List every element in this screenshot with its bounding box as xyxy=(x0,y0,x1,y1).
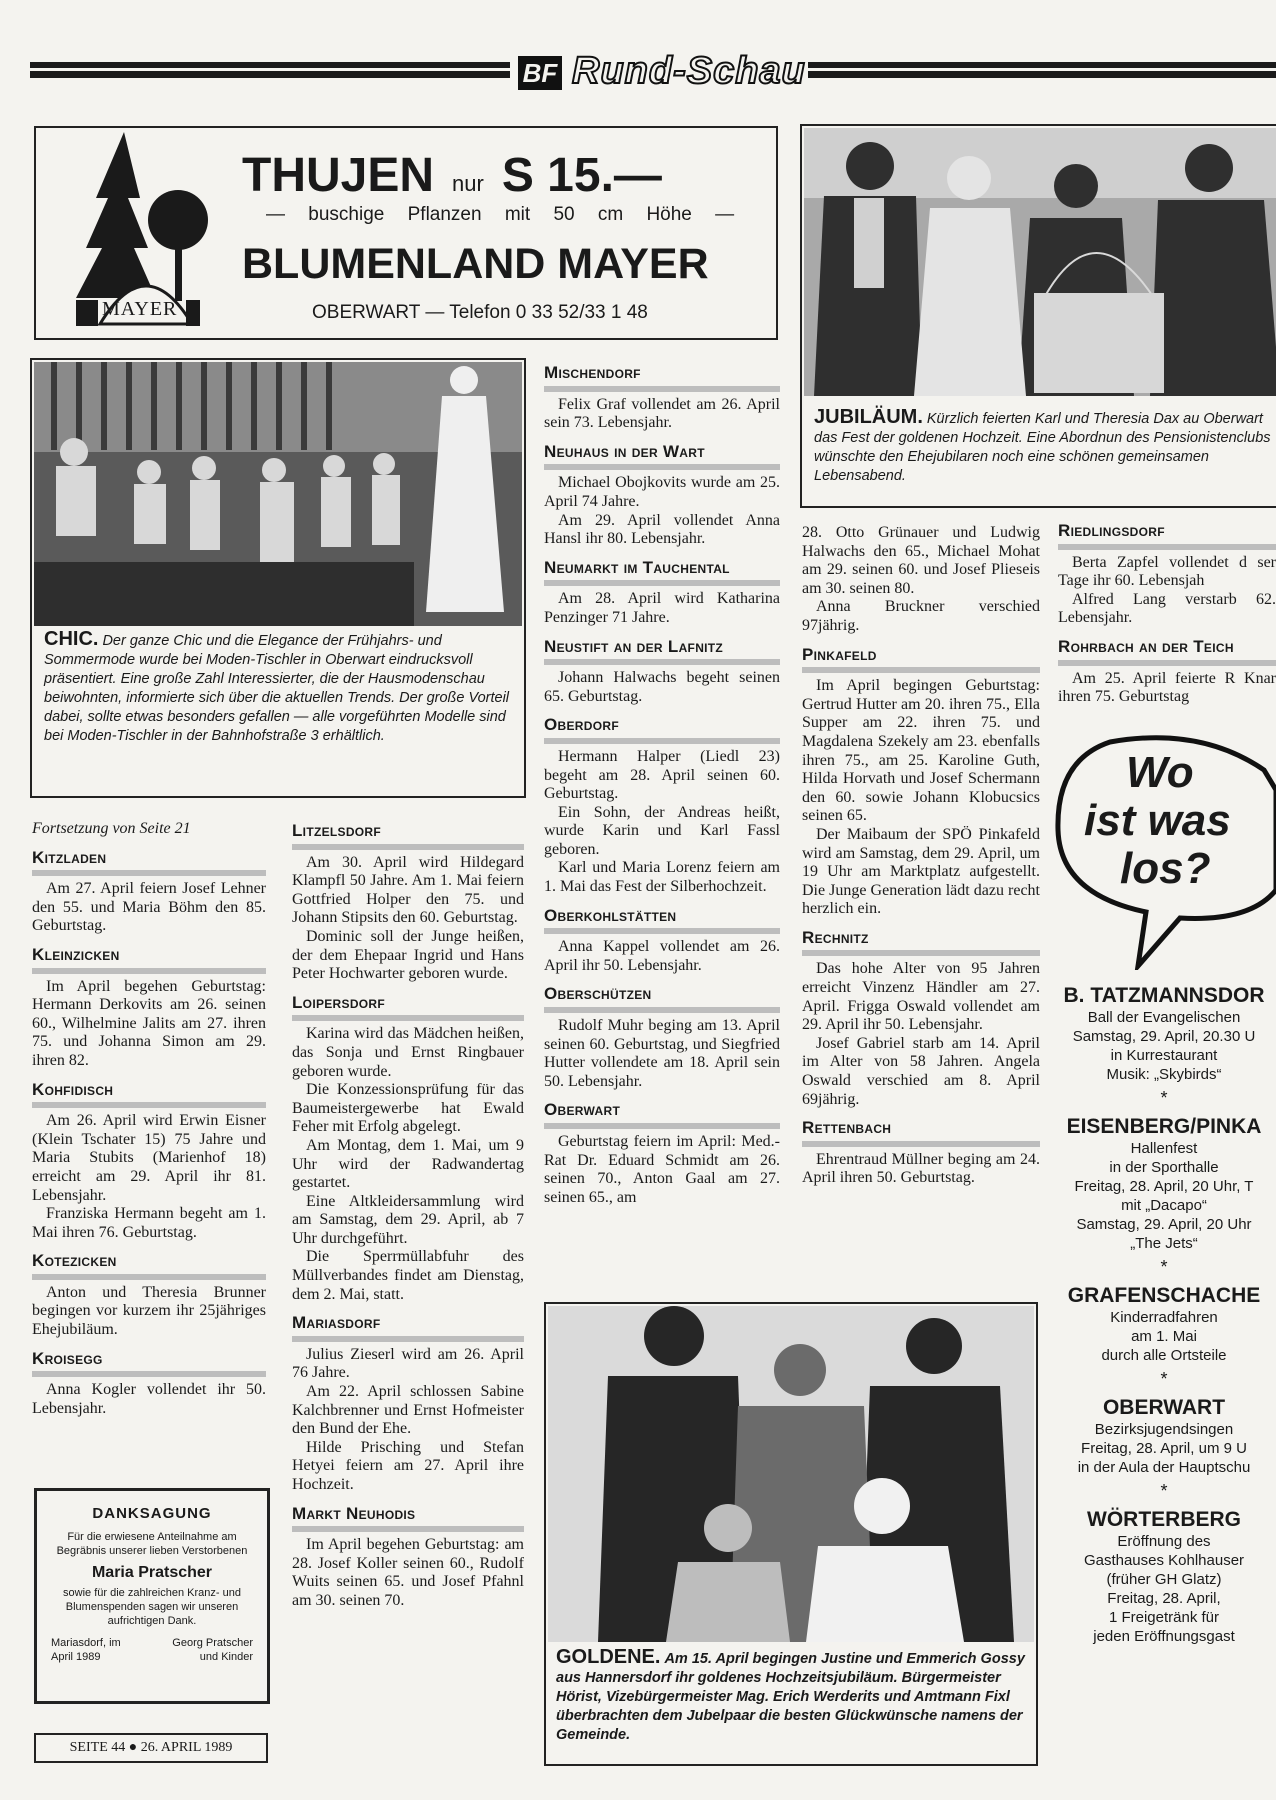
danksagung-name: Maria Pratscher xyxy=(91,1564,213,1581)
section-title: Oberkohlstätten xyxy=(544,907,780,935)
section-paragraph: Am 29. April vollendet Anna Hansl ihr 80. Lebensjahr. xyxy=(544,511,780,548)
event-line: Hallenfest xyxy=(1130,1140,1198,1157)
section-paragraph: Im April begehen Geburtstag: am 28. Josef Koller seinen 60., Rudolf Wuits seinen 65. und Josef Pfahnl am 30. seinen 70. xyxy=(292,1536,524,1609)
danksagung-box xyxy=(34,1488,270,1704)
ad-address: OBERWART — Telefon 0 33 52/33 1 48 xyxy=(312,302,648,323)
section-title: Mischendorf xyxy=(544,364,780,392)
event-line: (früher GH Glatz) xyxy=(1106,1571,1222,1588)
bubble-line-2: ist was xyxy=(1084,796,1231,845)
ad-price: S 15.— xyxy=(501,149,662,202)
event-line: Musik: „Skybirds“ xyxy=(1106,1066,1222,1083)
section-paragraph: Eine Altkleidersammlung wird am Samstag, dem 29. April, ab 7 Uhr durchgeführt. xyxy=(292,1192,524,1247)
section-paragraph: Hermann Halper (Liedl 23) begeht am 28. April seinen 60. Geburtstag. xyxy=(544,747,780,803)
section-paragraph: Am 22. April schlossen Sabine Kalchbrenner und Ernst Hofmeister den Bund der Ehe. xyxy=(292,1383,524,1438)
section-title: Kleinzicken xyxy=(32,946,266,974)
section-title: Loipersdorf xyxy=(292,994,524,1022)
event-separator-star: * xyxy=(1160,1369,1168,1389)
section-title: Riedlingsdorf xyxy=(1058,522,1276,550)
event-line: 1 Freigetränk für xyxy=(1108,1609,1220,1626)
section-title: Kitzladen xyxy=(32,849,266,877)
section-paragraph: Karl und Maria Lorenz feiern am 1. Mai das Fest der Silberhochzeit. xyxy=(544,859,780,896)
section-title: Pinkafeld xyxy=(802,646,1040,674)
section-paragraph: Rudolf Muhr beging am 13. April seinen 60. Geburtstag, und Siegfried Hutter vollendete am 18. April sein 50. Lebensjahr. xyxy=(544,1017,780,1090)
ad-thujen xyxy=(34,126,778,340)
goldene-caption-text: Am 15. April begingen Justine und Emmerich Gossy aus Hannersdorf ihr goldenes Hochzeitsjubiläum. Bürgermeister Hörist, Vizebürgermeister Mag. Erich Werderits und Amtmann Fixl überbrachten dem Jubelpaar die besten Glückwünsche namens der Gemeinde. xyxy=(556,1651,1025,1743)
section-title: Oberdorf xyxy=(544,716,780,744)
column-3 xyxy=(544,354,780,1207)
ad-company: BLUMENLAND MAYER xyxy=(242,240,709,288)
chic-photo-box xyxy=(30,358,526,798)
chic-caption xyxy=(44,630,514,746)
continued-note: Fortsetzung von Seite 21 xyxy=(32,820,191,837)
danksagung-signature xyxy=(37,1628,267,1664)
chic-photo xyxy=(34,362,522,626)
jubilaeum-caption xyxy=(814,408,1276,486)
chic-caption-text: Der ganze Chic und die Elegance der Frühjahrs- und Sommermode wurde bei Moden-Tischler in Oberwart eindrucksvoll präsentiert. Eine große Zahl Interessierter, die der Hausmodenschau beiwohnten, informierte sich über die aktuellen Trends. Der große Vorteil dabei, sollte etwas besonders gefallen — alle vorgeführten Modelle sind bei Moden-Tischler in der Bahnhofstraße 3 erhältlich. xyxy=(44,633,510,744)
ad-headline xyxy=(242,148,662,203)
masthead-logo-title: Rund-Schau xyxy=(572,50,806,92)
masthead-rule-right xyxy=(808,62,1276,78)
danksagung-signer: Georg Pratscher und Kinder xyxy=(172,1637,253,1663)
events-column xyxy=(1052,978,1276,1646)
danksagung-title: DANKSAGUNG xyxy=(92,1505,212,1522)
section-paragraph: Alfred Lang verstarb 62. Lebensjahr. xyxy=(1058,590,1276,627)
event-line: Freitag, 28. April, 20 Uhr, T xyxy=(1074,1178,1254,1195)
event-line: durch alle Ortsteile xyxy=(1101,1347,1227,1364)
event-line: am 1. Mai xyxy=(1131,1328,1197,1345)
col4-lead: 28. Otto Grünauer und Ludwig Halwachs den 65., Michael Mohat am 29. seinen 60. und Josef Plieseis am 30. seinen 80. xyxy=(802,524,1040,597)
column-2 xyxy=(292,812,524,1611)
event-separator-star: * xyxy=(1160,1257,1168,1277)
section-title: Rechnitz xyxy=(802,929,1040,957)
event-title: WÖRTERBERG xyxy=(1087,1508,1241,1531)
event-title: B. TATZMANNSDOR xyxy=(1063,984,1265,1007)
section-title: Kohfidisch xyxy=(32,1081,266,1109)
event-title: EISENBERG/PINKA xyxy=(1066,1115,1262,1138)
wo-ist-was-los-bubble xyxy=(1050,730,1276,970)
event-line: Freitag, 28. April, xyxy=(1107,1590,1221,1607)
section-paragraph: Berta Zapfel vollendet d ser Tage ihr 60. Lebensjah xyxy=(1058,553,1276,590)
bubble-line-3: los? xyxy=(1120,844,1211,893)
event-line: Eröffnung des xyxy=(1117,1533,1211,1550)
section-title: Kotezicken xyxy=(32,1252,266,1280)
danksagung-intro: Für die erwiesene Anteilnahme am Begräbnis unserer lieben Verstorbenen xyxy=(56,1531,248,1557)
section-paragraph: Felix Graf vollendet am 26. April sein 73. Lebensjahr. xyxy=(544,395,780,432)
section-title: Litzelsdorf xyxy=(292,822,524,850)
jubilaeum-photo xyxy=(804,128,1276,396)
column-1 xyxy=(32,820,266,1418)
section-paragraph: Im April begehen Geburtstag: Hermann Derkovits am 26. seinen 60., Wilhelmine Jalits am 27. ihren 75. und Johanna Simon am 29. ihren 82. xyxy=(32,977,266,1069)
jubilaeum-photo-box xyxy=(800,124,1276,508)
danksagung-place: Mariasdorf, im April 1989 xyxy=(51,1637,121,1663)
chic-caption-lead: CHIC. xyxy=(44,628,99,650)
column-5 xyxy=(1058,512,1276,707)
event-line: in Kurrestaurant xyxy=(1110,1047,1218,1064)
section-title: Kroisegg xyxy=(32,1350,266,1378)
section-title: Neuhaus in der Wart xyxy=(544,443,780,471)
event-line: mit „Dacapo“ xyxy=(1121,1197,1207,1214)
section-paragraph: Am Montag, dem 1. Mai, um 9 Uhr wird der Radwandertag gestartet. xyxy=(292,1136,524,1192)
section-paragraph: Hilde Prisching und Stefan Hetyei feiern am 27. April ihre Hochzeit. xyxy=(292,1438,524,1493)
section-paragraph: Geburtstag feiern im April: Med.-Rat Dr. Eduard Schmidt am 26. seinen 70., Anton Gaal am 27. seinen 65., am xyxy=(544,1133,780,1206)
event-line: Freitag, 28. April, um 9 U xyxy=(1081,1440,1247,1457)
section-paragraph: Franziska Hermann begeht am 1. Mai ihren 76. Geburtstag. xyxy=(32,1205,266,1241)
page-footer: SEITE 44 ● 26. APRIL 1989 xyxy=(34,1733,268,1763)
section-title: Neumarkt im Tauchental xyxy=(544,559,780,587)
section-paragraph: Am 25. April feierte R Knar ihren 75. Geburtstag xyxy=(1058,669,1276,706)
section-paragraph: Dominic soll der Junge heißen, der dem Ehepaar Ingrid und Hans Peter Hochwarter geboren wurde. xyxy=(292,927,524,983)
event-separator-star: * xyxy=(1160,1088,1168,1108)
section-title: Oberwart xyxy=(544,1101,780,1129)
jubilaeum-caption-lead: JUBILÄUM. xyxy=(814,406,923,428)
ad-logo-text: MAYER xyxy=(102,298,178,320)
section-paragraph: Am 28. April wird Katharina Penzinger 71 Jahre. xyxy=(544,590,780,626)
event-line: Kinderradfahren xyxy=(1110,1309,1218,1326)
jubilaeum-caption-text: Kürzlich feierten Karl und Theresia Dax au Oberwart das Fest der goldenen Hochzeit. Eine Abordnun des Pensionistenclubs wünschte den Ehejubilaren noch eine schönen gemeinsamen Lebensabend. xyxy=(814,411,1271,484)
section-paragraph: Ein Sohn, der Andreas heißt, wurde Karin und Karl Fassl geboren. xyxy=(544,803,780,858)
section-paragraph: Der Maibaum der SPÖ Pinkafeld wird am Samstag, dem 29. April, um 19 Uhr am Marktplatz aufgestellt. Die Junge Generation lädt dazu recht herzlich ein. xyxy=(802,825,1040,918)
section-paragraph: Anton und Theresia Brunner begingen vor kurzem ihr 25jähriges Ehejubiläum. xyxy=(32,1283,266,1339)
event-line: Samstag, 29. April, 20 Uhr xyxy=(1076,1216,1252,1233)
goldene-caption-lead: GOLDENE. xyxy=(556,1646,661,1668)
section-title: Rettenbach xyxy=(802,1119,1040,1147)
ad-word-thujen: THUJEN xyxy=(242,149,435,202)
section-paragraph: Das hohe Alter von 95 Jahren erreicht Vinzenz Händler am 27. April. Frigga Oswald vollendet am 29. April ihr 50. Lebensjahr. xyxy=(802,960,1040,1034)
section-title: Mariasdorf xyxy=(292,1314,524,1342)
section-paragraph: Ehrentraud Müllner beging am 24. April ihren 50. Geburtstag. xyxy=(802,1150,1040,1187)
event-line: in der Aula der Hauptschu xyxy=(1077,1459,1251,1476)
event-title: OBERWART xyxy=(1102,1396,1226,1419)
section-title: Neustift an der Lafnitz xyxy=(544,638,780,666)
section-paragraph: Anna Kogler vollendet ihr 50. Lebensjahr. xyxy=(32,1381,266,1417)
danksagung-text: sowie für die zahlreichen Kranz- und Blumenspenden sagen wir unseren aufrichtigen Dank. xyxy=(63,1587,241,1627)
column-4 xyxy=(802,524,1040,1188)
goldene-photo-box xyxy=(544,1302,1038,1766)
goldene-photo xyxy=(548,1306,1034,1642)
section-title: Markt Neuhodis xyxy=(292,1505,524,1533)
section-paragraph: Anna Kappel vollendet am 26. April ihr 50. Lebensjahr. xyxy=(544,938,780,974)
event-separator-star: * xyxy=(1160,1481,1168,1501)
event-line: Bezirksjugendsingen xyxy=(1094,1421,1234,1438)
event-line: Ball der Evangelischen xyxy=(1087,1009,1241,1026)
ad-word-nur: nur xyxy=(452,171,484,196)
section-paragraph: Am 26. April wird Erwin Eisner (Klein Tschater 15) 75 Jahre und Maria Stubits (Marienhof 18) erreicht am 29. April ihr 81. Lebensjahr. xyxy=(32,1112,266,1204)
section-paragraph: Michael Obojkovits wurde am 25. April 74 Jahre. xyxy=(544,474,780,510)
section-title: Rohrbach an der Teich xyxy=(1058,638,1276,666)
event-line: jeden Eröffnungsgast xyxy=(1093,1628,1235,1645)
section-paragraph: Julius Zieserl wird am 26. April 76 Jahre. xyxy=(292,1345,524,1382)
goldene-caption xyxy=(556,1648,1026,1745)
masthead-rule-left xyxy=(30,62,510,78)
masthead-logo-bf: BF xyxy=(518,56,562,90)
section-paragraph: Im April begingen Geburtstag: Gertrud Hutter am 20. ihren 75., Ella Supper am 22. ihren 75. und Magdalena Szekely am 23. ebenfalls ihren 75., am 25. Karoline Guth, Hilda Horvath und Josef Schermann den 60. sowie Johann Klobucsics seinen 65. xyxy=(802,677,1040,825)
event-line: Gasthauses Kohlhauser xyxy=(1083,1552,1245,1569)
section-paragraph: Am 27. April feiern Josef Lehner den 55. und Maria Böhm den 85. Geburtstag. xyxy=(32,880,266,935)
event-title: GRAFENSCHACHE xyxy=(1067,1284,1261,1307)
section-paragraph: Karina wird das Mädchen heißen, das Sonja und Ernst Ringbauer geboren wurde. xyxy=(292,1025,524,1080)
section-paragraph: Josef Gabriel starb am 14. April im Alter von 58 Jahren. Angela Oswald verschied am 8. April 69jährig. xyxy=(802,1034,1040,1108)
section-paragraph: Johann Halwachs begeht seinen 65. Geburtstag. xyxy=(544,669,780,705)
col4-lead2: Anna Bruckner verschied 97jährig. xyxy=(802,598,1040,634)
event-line: Samstag, 29. April, 20.30 U xyxy=(1072,1028,1256,1045)
section-paragraph: Die Sperrmüllabfuhr des Müllverbandes findet am Dienstag, dem 2. Mai, statt. xyxy=(292,1248,524,1303)
section-paragraph: Am 30. April wird Hildegard Klampfl 50 Jahre. Am 1. Mai feiern Gottfried Holper den 75. und Johann Stipsits den 60. Geburtstag. xyxy=(292,853,524,927)
event-line: „The Jets“ xyxy=(1130,1235,1198,1252)
event-line: in der Sporthalle xyxy=(1109,1159,1219,1176)
section-title: Oberschützen xyxy=(544,985,780,1013)
bubble-line-1: Wo xyxy=(1126,748,1194,797)
section-paragraph: Die Konzessionsprüfung für das Baumeistergewerbe hat Ewald Feher mit Erfolg abgelegt. xyxy=(292,1081,524,1136)
ad-description: — buschige Pflanzen mit 50 cm Höhe — xyxy=(266,204,735,225)
